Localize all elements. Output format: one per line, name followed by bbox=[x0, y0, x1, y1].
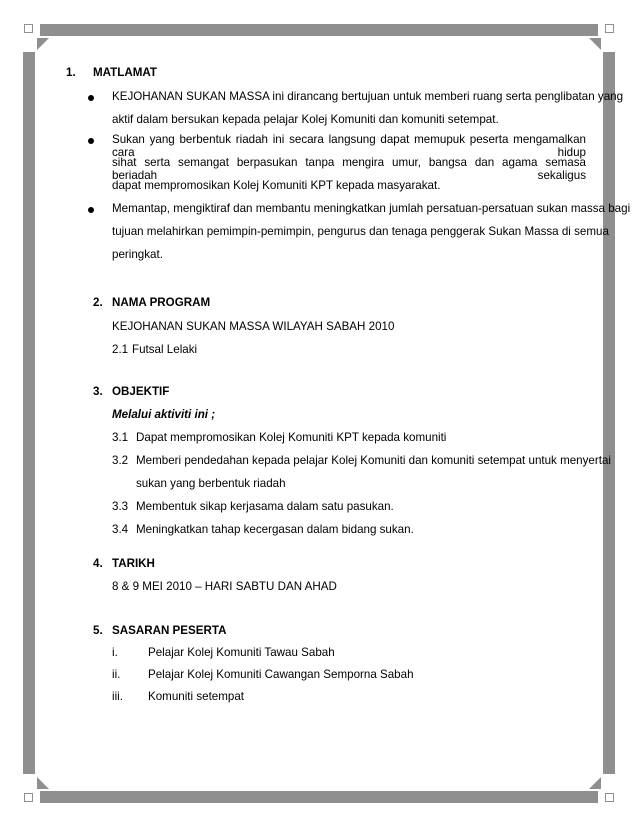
frame-corner-bottom-right bbox=[600, 788, 616, 804]
section-number: 5. bbox=[93, 624, 103, 637]
section-title: SASARAN PESERTA bbox=[112, 624, 227, 637]
section-number: 3. bbox=[93, 385, 103, 398]
frame-triangle-top-left bbox=[37, 38, 49, 50]
sub-text: Futsal Lelaki bbox=[132, 343, 198, 356]
section-number: 4. bbox=[93, 557, 103, 570]
frame-left-border bbox=[23, 52, 35, 774]
program-name: KEJOHANAN SUKAN MASSA WILAYAH SABAH 2010 bbox=[112, 320, 395, 333]
bullet-line: peringkat. bbox=[112, 248, 163, 261]
bullet-dot bbox=[88, 95, 94, 101]
frame-corner-bottom-left bbox=[22, 788, 38, 804]
objective-intro: Melalui aktiviti ini ; bbox=[112, 408, 216, 421]
event-date: 8 & 9 MEI 2010 – HARI SABTU DAN AHAD bbox=[112, 580, 337, 593]
section-title: OBJEKTIF bbox=[112, 385, 170, 398]
sub-text-continued: sukan yang berbentuk riadah bbox=[136, 477, 286, 490]
sub-text: Membentuk sikap kerjasama dalam satu pasukan. bbox=[136, 500, 394, 513]
bullet-line: aktif dalam bersukan kepada pelajar Kolej Komuniti dan komuniti setempat. bbox=[112, 113, 499, 126]
sub-number: 3.1 bbox=[112, 431, 129, 444]
bullet-dot bbox=[88, 138, 94, 144]
section-number: 1. bbox=[66, 66, 76, 79]
section-title: TARIKH bbox=[112, 557, 155, 570]
sub-text: Memberi pendedahan kepada pelajar Kolej Komuniti dan komuniti setempat untuk menyertai bbox=[136, 454, 611, 467]
bullet-line: KEJOHANAN SUKAN MASSA ini dirancang bertujuan untuk memberi ruang serta penglibatan yang bbox=[112, 90, 624, 103]
sub-number: 3.3 bbox=[112, 500, 129, 513]
frame-triangle-bottom-right bbox=[589, 777, 601, 789]
bullet-line: Memantap, mengiktiraf dan membantu meningkatkan jumlah persatuan-persatuan sukan massa bagi bbox=[112, 202, 631, 215]
bullet-line: Sukan yang berbentuk riadah ini secara langsung dapat memupuk peserta mengamalkan cara hidup bbox=[112, 133, 586, 159]
sub-number: 3.2 bbox=[112, 454, 129, 467]
frame-corner-top-right bbox=[600, 22, 616, 38]
list-number: iii. bbox=[112, 690, 123, 703]
section-number: 2. bbox=[93, 296, 103, 309]
frame-top-border bbox=[40, 24, 598, 36]
section-title: NAMA PROGRAM bbox=[112, 296, 211, 309]
frame-triangle-bottom-left bbox=[37, 777, 49, 789]
frame-bottom-border bbox=[40, 791, 598, 803]
sub-text: Meningkatkan tahap kecergasan dalam bidang sukan. bbox=[136, 523, 414, 536]
list-text: Komuniti setempat bbox=[148, 690, 245, 703]
list-text: Pelajar Kolej Komuniti Tawau Sabah bbox=[148, 646, 335, 659]
frame-triangle-top-right bbox=[589, 38, 601, 50]
sub-number: 3.4 bbox=[112, 523, 129, 536]
bullet-dot bbox=[88, 207, 94, 213]
bullet-line: sihat serta semangat berpasukan tanpa mengira umur, bangsa dan agama semasa beriadah sekaligus bbox=[112, 156, 586, 182]
section-title: MATLAMAT bbox=[93, 66, 157, 79]
list-text: Pelajar Kolej Komuniti Cawangan Semporna Sabah bbox=[148, 668, 414, 681]
sub-number: 2.1 bbox=[112, 343, 129, 356]
sub-text: Dapat mempromosikan Kolej Komuniti KPT kepada komuniti bbox=[136, 431, 447, 444]
bullet-line: tujuan melahirkan pemimpin-pemimpin, pengurus dan tenaga penggerak Sukan Massa di semua bbox=[112, 225, 609, 238]
bullet-line: dapat mempromosikan Kolej Komuniti KPT kepada masyarakat. bbox=[112, 179, 441, 192]
list-number: ii. bbox=[112, 668, 121, 681]
frame-corner-top-left bbox=[22, 22, 38, 38]
list-number: i. bbox=[112, 646, 118, 659]
frame-right-border bbox=[603, 52, 615, 774]
